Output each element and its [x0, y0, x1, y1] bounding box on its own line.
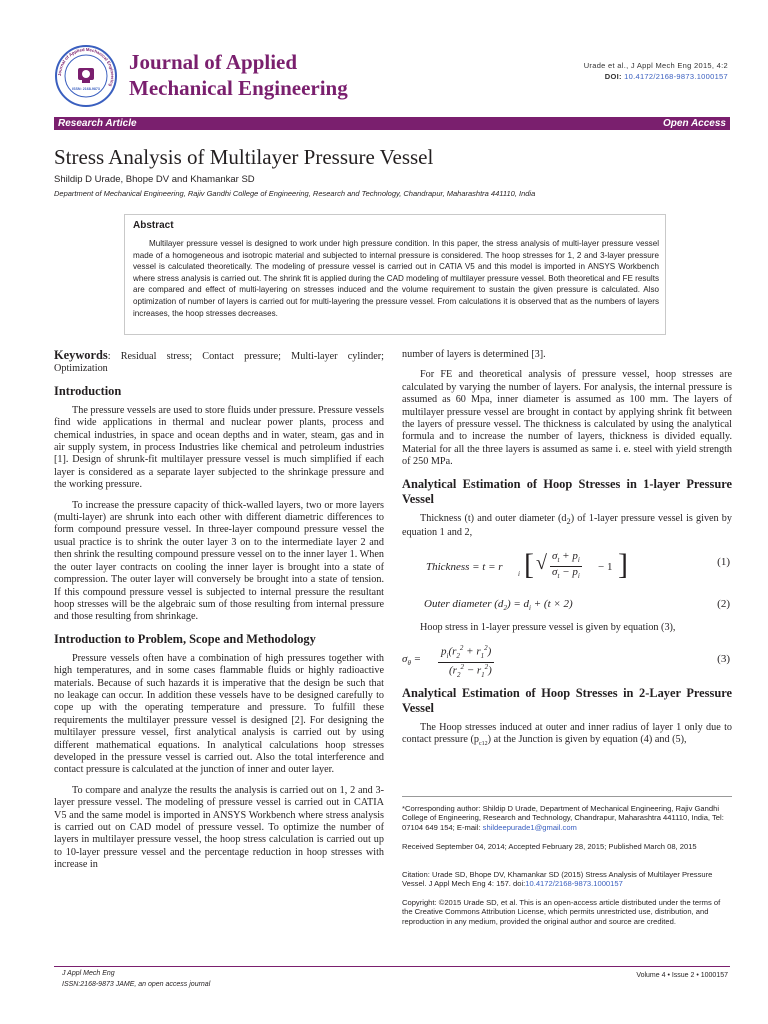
copyright-notice: Copyright: ©2015 Urade SD, et al. This is an open-access article distributed under the terms of the Creative Commons Attribution License, which permits unrestricted use, distribution, and reproduction in any medium, provided the original author and source are credited. — [402, 898, 721, 926]
equation-2: Outer diameter $(d_2) = d_i + (t \times 2)$ (2) — [424, 597, 730, 612]
scope-heading: Introduction to Problem, Scope and Methodology — [54, 631, 316, 646]
footer-journal: J Appl Mech Eng — [62, 970, 115, 977]
intro-paragraph-2: To increase the pressure capacity of thick-walled layers, two or more layers (multi-layer) are shrunk into each other with different diametric differences to form compound pressure vessel. In three-layer compound pressure vessel the usual practice is to shrink the outer layer 3 on to the intermediate layer 2 and then shrink the resulting compound pressure vessel on to the inner layer 1. When the outer layer contracts on cooling the inner layer is brought into a state of compression. The outer layer will conversely be brought into a state of tension. If this compound pressure vessel is subjected to internal pressure the resultant hoop stresses will be the algebraic sum of those resulting from internal pressure and those resulting from shrinkage. — [54, 499, 384, 623]
scope-paragraph-2: To compare and analyze the results the analysis is carried out on 1, 2 and 3-layer pressure vessel. The modeling of pressure vessel is carried out in CATIA V5 and the same model is imported in ANSYS Workbench where stress analysis is carried out on CAD model of pressure vessel. To optimize the number of layers in multilayer pressure vessel, the hoop stress calculation is carried out up to 10-layer pressure vessel and the percentage reduction in hoop stresses with increase in — [54, 784, 384, 871]
heading-1-layer: Analytical Estimation of Hoop Stresses in 1-layer Pressure Vessel — [402, 476, 732, 506]
thickness-paragraph: Thickness (t) and outer diameter $(d_2)$ of 1-layer pressure vessel is given by equation 1 and 2, — [402, 512, 732, 539]
logo-ring-text: Journal of Applied Mechanical Engineering — [56, 46, 116, 88]
logo-issn: ISSN: 2168-9873 — [72, 87, 100, 91]
footer-issn: ISSN:2168-9873 JAME, an open access journal — [62, 981, 211, 988]
doi-label: DOI: — [604, 72, 622, 81]
intro-heading: Introduction — [54, 383, 122, 398]
right-column — [402, 349, 732, 759]
keywords — [54, 349, 384, 376]
footnote-rule — [402, 796, 732, 797]
journal-logo — [54, 44, 118, 108]
intro-paragraph-1: The pressure vessels are used to store fluids under pressure. Pressure vessels find wide applications in thermal and nuclear power plants, process and chemical industries, in space and ocean depths and in water, steam, gas and in air supply system, in process Industries like chemical and petroleum industries [1]. Design of shrunk-fit multilayer pressure vessel is much simplified if each layer is considered as a separate layer subjected to the shrinkage pressure and the working pressure. — [54, 404, 384, 491]
journal-title: Journal of Applied Mechanical Engineering — [129, 50, 348, 100]
abstract-text: Multilayer pressure vessel is designed to work under high pressure condition. In this paper, the stress analysis of multi-layer pressure vessel made of a homogeneous and isotropic material and subjected to internal pressure is considered. The hoop stresses for 1, 2 and 3-layer pressure vessel is calculated theoretically. The modeling of pressure vessel is carried out in CATIA V5 and this model is imported in ANSYS Workbench where stress analysis is carried out. The shrink fit is applied during the CAD modeling of multilayer pressure vessel. Both theoretical and FE results are compared and effect of multi-layering on stresses induced and the volume requirement to sustain the given pressure is calculated. Also optimization of number of layers is carried out for multi-layering the pressure vessel. From calculations it is observed that as the numbers of layers increases, the hoop stresses decreases. — [133, 239, 659, 318]
contact-pressure-paragraph: The Hoop stresses induced at outer and inner radius of layer 1 only due to contact pressure $(p_{c12})$ at the Junction is given by equation (4) and (5), — [402, 721, 732, 748]
equation-1: Thickness = t = r i [ √ $\sigma_t + p_i$ $\sigma_t - p_i$ − 1 ] (1) — [426, 547, 730, 581]
doi-line — [605, 72, 728, 81]
continued-paragraph: number of layers is determined [3]. — [402, 349, 546, 360]
heading-2-layer: Analytical Estimation of Hoop Stresses in 2-Layer Pressure Vessel — [402, 685, 732, 715]
received-dates: Received September 04, 2014; Accepted February 28, 2015; Published March 08, 2015 — [402, 842, 697, 851]
keywords-label: Keywords — [54, 348, 108, 362]
article-title: Stress Analysis of Multilayer Pressure Vessel — [54, 145, 434, 169]
abstract-box — [124, 214, 666, 335]
scope-paragraph-1: Pressure vessels often have a combination of high pressures together with high temperatures, and in some cases flammable fluids or highly radioactive materials. Because of such hazards it is imperative that the design be such that no leakage can occur. In addition these vessels have to be designed carefully to cope up with the operating temperature and pressure. To fulfill these requirements the multilayer pressure vessel is designed [2]. For designing the multilayer pressure vessel, first analytical analysis is carried out by using different mathematical equations. In analytical calculations hoop stresses developed in the pressure vessel is carried out. Also the total interference and contact pressure is calculated at the junction of inner and outer layer. — [54, 652, 384, 776]
abstract-heading: Abstract — [133, 220, 174, 231]
access-badge: Open Access — [663, 118, 726, 129]
hoop-paragraph: Hoop stress in 1-layer pressure vessel is given by equation (3), — [420, 621, 676, 633]
affiliation: Department of Mechanical Engineering, Rajiv Gandhi College of Engineering, Research and Technology, Chandrapur, Maharashtra 441110, India — [54, 189, 536, 198]
author-email-link[interactable]: shildeepurade1@gmail.com — [482, 822, 577, 832]
keywords-text: : Residual stress; Contact pressure; Multi-layer cylinder; Optimization — [54, 351, 384, 375]
fe-paragraph: For FE and theoretical analysis of pressure vessel, hoop stresses are calculated by varying the number of layers. For analysis, the internal pressure is assumed as 60 Mpa, inner diameter is assumed as 100 mm. The layers of multilayer pressure vessel are brought in contact by applying shrink fit between the layers of pressure vessel. The thickness is calculated by using the analytical formula and to increase the number of layers, thickness is divided equally. Material for all the three layers is assumed as same i. e. steel with yield strength of 250 MPa. — [402, 369, 732, 468]
section-band — [54, 117, 730, 130]
left-column — [54, 349, 384, 880]
doi-link[interactable]: 10.4172/2168-9873.1000157 — [624, 72, 728, 81]
article-type: Research Article — [58, 118, 137, 129]
citation-footnote: Citation: Urade SD, Bhope DV, Khamankar SD (2015) Stress Analysis of Multilayer Pressure Vessel. J Appl Mech Eng 4: 157. doi:10.4172/2168-9873.1000157 — [402, 870, 713, 889]
citation-line: Urade et al., J Appl Mech Eng 2015, 4:2 — [583, 61, 728, 70]
corresponding-author: *Corresponding author: Shildip D Urade, Department of Mechanical Engineering, Rajiv Gandhi College of Engineering, Research and Technology, Chandrapur, Maharashtra 441110, India, Tel: 07104 649 154; E-mail: shildeepurade1@gmail.com — [402, 804, 724, 832]
citation-doi-link[interactable]: 10.4172/2168-9873.1000157 — [525, 879, 623, 889]
footer-rule — [54, 966, 730, 967]
equation-3: $\sigma_\theta$ = $p_i(r_2^2 + r_1^2)$ $(r_2^2 - r_1^2)$ (3) — [402, 643, 730, 679]
authors: Shildip D Urade, Bhope DV and Khamankar SD — [54, 174, 255, 185]
footer-volume: Volume 4 • Issue 2 • 1000157 — [636, 972, 728, 979]
